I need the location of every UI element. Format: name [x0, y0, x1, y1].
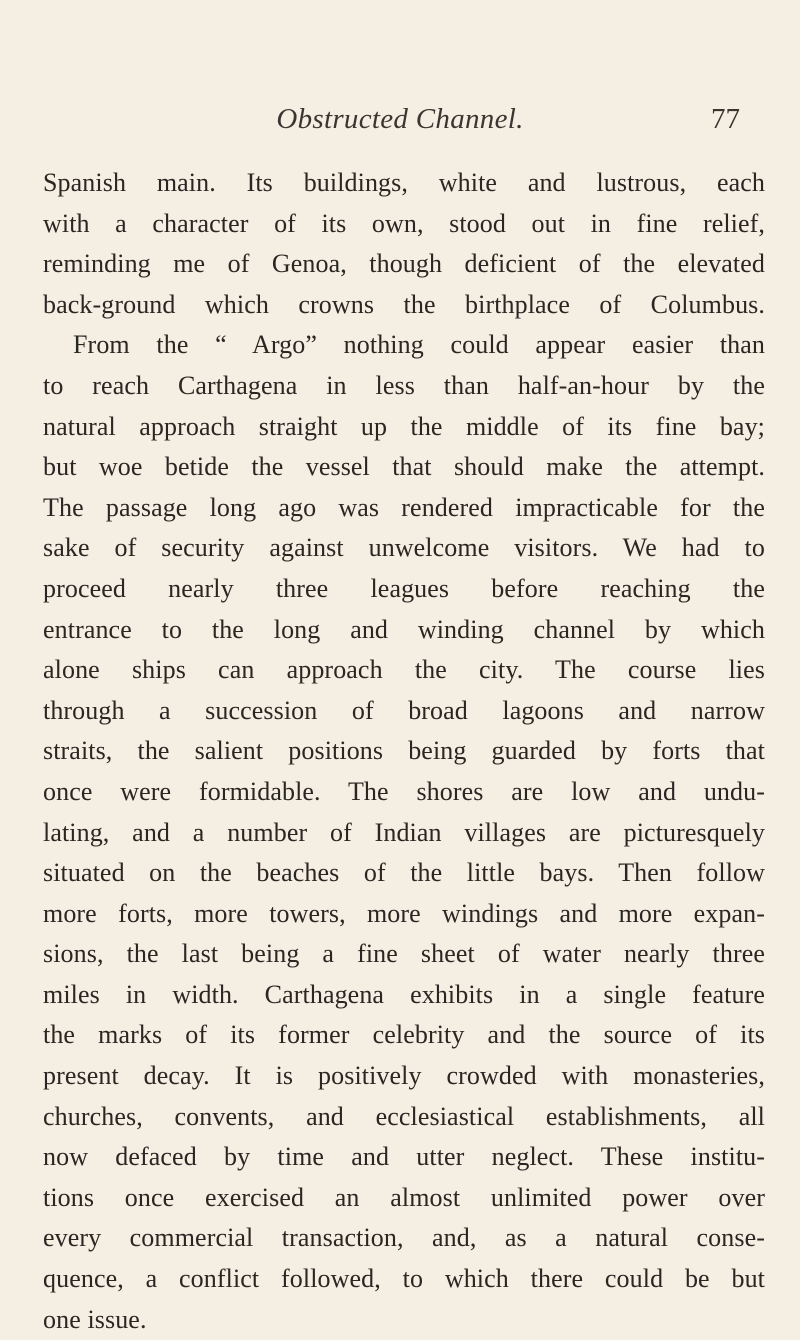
text-line: with a character of its own, stood out in fine relief,	[43, 208, 765, 238]
text-line: the marks of its former celebrity and the source of its	[43, 1020, 765, 1050]
text-line: lating, and a number of Indian villages are picturesquely	[43, 817, 765, 847]
page-number: 77	[711, 103, 740, 135]
text-line: natural approach straight up the middle of its fine bay;	[43, 411, 765, 441]
text-line: reminding me of Genoa, though deficient of the elevated	[43, 249, 765, 279]
text-line: straits, the salient positions being guarded by forts that	[43, 736, 765, 766]
text-line: situated on the beaches of the little bays. Then follow	[43, 858, 765, 888]
text-line: every commercial transaction, and, as a natural conse-	[43, 1223, 765, 1253]
text-line: From the “ Argo” nothing could appear easier than	[73, 330, 765, 360]
text-line: churches, convents, and ecclesiastical establishments, all	[43, 1101, 765, 1131]
running-head	[0, 99, 800, 139]
text-line: quence, a conflict followed, to which there could be but	[43, 1264, 765, 1294]
running-title: Obstructed Channel.	[276, 103, 524, 135]
text-line: one issue.	[43, 1304, 147, 1334]
text-line: once were formidable. The shores are low and undu-	[43, 776, 765, 806]
text-line: present decay. It is positively crowded with monasteries,	[43, 1061, 765, 1091]
text-line: Spanish main. Its buildings, white and lustrous, each	[43, 168, 765, 197]
text-line: miles in width. Carthagena exhibits in a single feature	[43, 979, 765, 1009]
text-line: more forts, more towers, more windings and more expan-	[43, 898, 765, 928]
text-line: sake of security against unwelcome visitors. We had to	[43, 533, 765, 563]
text-line: tions once exercised an almost unlimited power over	[43, 1182, 765, 1212]
text-line: through a succession of broad lagoons and narrow	[43, 695, 765, 725]
text-line: now defaced by time and utter neglect. These institu-	[43, 1142, 765, 1172]
text-line: entrance to the long and winding channel by which	[43, 614, 765, 644]
text-line: The passage long ago was rendered impracticable for the	[43, 492, 765, 522]
text-line: sions, the last being a fine sheet of water nearly three	[43, 939, 765, 969]
text-line: proceed nearly three leagues before reaching the	[43, 573, 765, 603]
text-line: but woe betide the vessel that should make the attempt.	[43, 452, 765, 482]
body-text	[43, 163, 765, 1340]
text-line: to reach Carthagena in less than half-an-hour by the	[43, 370, 765, 400]
text-line: back-ground which crowns the birthplace of Columbus.	[43, 289, 765, 319]
text-line: alone ships can approach the city. The course lies	[43, 655, 765, 685]
